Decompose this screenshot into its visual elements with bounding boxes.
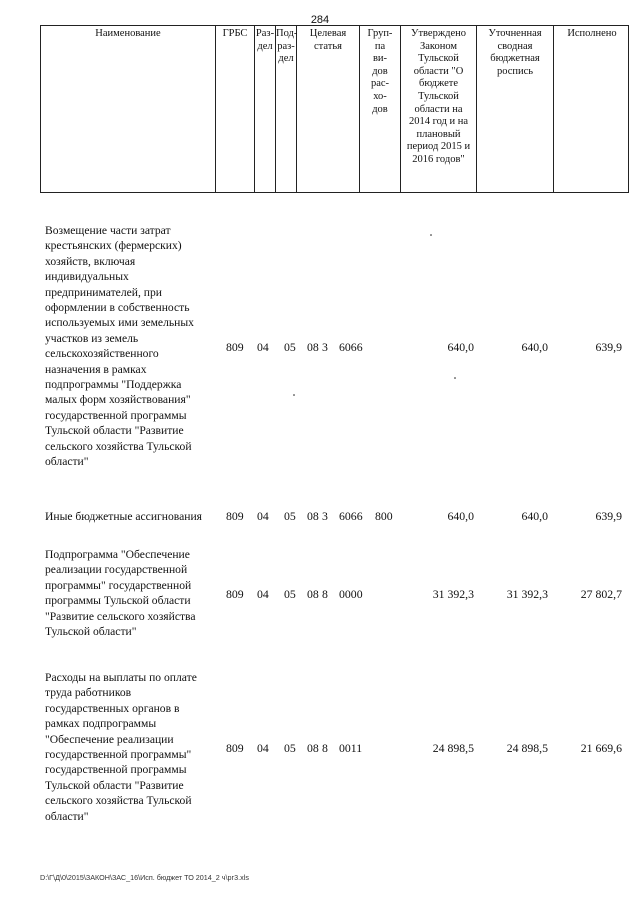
text-line: области "О: [413, 65, 464, 77]
row-celevaya-subprogram: 3: [322, 509, 328, 523]
row-razdel: 04: [257, 340, 269, 354]
header-utochnennaya-rospis: [477, 26, 554, 192]
row-ispolneno: 21 669,6: [580, 741, 622, 755]
text-line: Расходы на выплаты по оплате: [45, 671, 197, 684]
text-line: государственной программы: [45, 763, 187, 777]
text-line: дел: [257, 40, 273, 52]
scan-speck: [293, 394, 295, 396]
text-line: дов: [372, 103, 388, 115]
row-grbs: 809: [226, 741, 244, 755]
text-line: период 2015 и: [406, 141, 471, 153]
row-name: [45, 547, 221, 639]
header-razdel: [255, 26, 276, 192]
text-line: раз-: [277, 40, 295, 52]
text-line: области": [45, 809, 89, 823]
text-line: Подпрограмма "Обеспечение: [45, 548, 190, 561]
row-name: [45, 223, 221, 470]
row-ispolneno: 27 802,7: [580, 587, 622, 601]
header-celevaya-statya: [297, 26, 360, 192]
row-utverzhdeno: 640,0: [447, 509, 474, 523]
row-utochnennaya: 640,0: [521, 509, 548, 523]
text-line: сельского хозяйства Тульской: [45, 439, 192, 453]
row-gruppa: 800: [375, 509, 393, 523]
text-line: Целевая: [309, 28, 347, 39]
text-line: Возмещение части затрат: [45, 224, 171, 237]
text-line: дов: [372, 65, 388, 77]
row-grbs: 809: [226, 509, 244, 523]
row-utochnennaya: 24 898,5: [506, 741, 548, 755]
row-celevaya-subprogram: 8: [322, 587, 328, 601]
row-podrazdel: 05: [284, 587, 296, 601]
row-celevaya-direction: 6066: [339, 340, 363, 354]
scan-speck: [430, 234, 432, 236]
header-utverzhdeno: [401, 26, 477, 192]
text-line: оформлении в собственность: [45, 301, 190, 315]
row-celevaya-program: 08: [307, 741, 319, 755]
text-line: Тульской области "Развитие: [45, 424, 184, 438]
text-line: дел: [278, 53, 294, 65]
text-line: Груп-: [367, 28, 393, 39]
text-line: Тульской области": [45, 625, 137, 639]
row-ispolneno: 639,9: [595, 509, 622, 523]
row-celevaya-program: 08: [307, 587, 319, 601]
text-line: рас-: [370, 78, 390, 90]
row-utverzhdeno: 24 898,5: [432, 741, 474, 755]
text-line: государственной программы: [45, 408, 187, 422]
row-utochnennaya: 31 392,3: [506, 587, 548, 601]
text-line: Законом: [419, 40, 458, 52]
text-line: сельского хозяйства Тульской: [45, 794, 192, 808]
text-line: программы" государственной: [45, 578, 192, 592]
row-celevaya-subprogram: 3: [322, 340, 328, 354]
text-line: рамках подпрограммы: [45, 717, 157, 731]
text-line: Под-: [276, 28, 298, 39]
text-line: бюджетная: [490, 53, 540, 65]
header-name: Наименование: [41, 26, 216, 192]
text-line: Иные бюджетные ассигнования: [45, 510, 202, 523]
text-line: предпринимателей, при: [45, 285, 162, 299]
text-line: малых форм хозяйствования": [45, 393, 191, 407]
text-line: крестьянских (фермерских): [45, 239, 182, 253]
row-celevaya-program: 08: [307, 509, 319, 523]
text-line: "Обеспечение реализации: [45, 732, 174, 746]
text-line: сельскохозяйственного: [45, 347, 159, 361]
text-line: Утверждено: [411, 28, 466, 39]
text-line: государственных органов в: [45, 701, 180, 715]
text-line: хо-: [373, 90, 387, 102]
row-grbs: 809: [226, 587, 244, 601]
text-line: индивидуальных: [45, 270, 129, 284]
text-line: плановый: [416, 128, 461, 140]
text-line: па: [374, 40, 386, 52]
table-header: [40, 25, 629, 193]
row-podrazdel: 05: [284, 340, 296, 354]
text-line: ви-: [372, 53, 388, 65]
row-razdel: 04: [257, 509, 269, 523]
text-line: труда работников: [45, 686, 132, 700]
text-line: программы Тульской области: [45, 594, 191, 608]
text-line: 2014 год и на: [408, 116, 469, 128]
row-celevaya-direction: 0011: [339, 741, 363, 755]
text-line: Раз-: [255, 28, 275, 39]
header-gruppa-vidov-rashodov: [360, 26, 401, 192]
row-utverzhdeno: 31 392,3: [432, 587, 474, 601]
row-utverzhdeno: 640,0: [447, 340, 474, 354]
row-celevaya-direction: 6066: [339, 509, 363, 523]
row-name: [45, 509, 221, 524]
text-line: Тульской области "Развитие: [45, 778, 184, 792]
text-line: подпрограммы "Поддержка: [45, 378, 182, 392]
row-celevaya-subprogram: 8: [322, 741, 328, 755]
header-ispolneno: Исполнено: [567, 28, 617, 39]
file-path-footer: D:\Г\Д\0\2015\ЗАКОН\ЗАС_16\Исп. бюджет ТО 2014_2 ч\рг3.xls: [40, 873, 249, 882]
row-utochnennaya: 640,0: [521, 340, 548, 354]
text-line: статья: [314, 40, 342, 52]
text-line: "Развитие сельского хозяйства: [45, 609, 196, 623]
header-grbs: ГРБС: [216, 26, 255, 192]
text-line: 2016 годов": [412, 153, 465, 165]
text-line: назначения в рамках: [45, 362, 147, 376]
row-podrazdel: 05: [284, 741, 296, 755]
text-line: Тульской: [418, 90, 459, 102]
row-razdel: 04: [257, 741, 269, 755]
text-line: реализации государственной: [45, 563, 188, 577]
text-line: области": [45, 455, 89, 469]
text-line: Уточненная: [488, 28, 542, 39]
text-line: государственной программы": [45, 748, 192, 762]
text-line: участков из земель: [45, 331, 139, 345]
row-grbs: 809: [226, 340, 244, 354]
header-podrazdel: [276, 26, 297, 192]
page-number: 284: [310, 14, 330, 26]
scan-speck: [454, 377, 456, 379]
row-name: [45, 670, 221, 824]
text-line: бюджете: [418, 78, 459, 90]
row-celevaya-direction: 0000: [339, 587, 363, 601]
text-line: используемых ими земельных: [45, 316, 194, 330]
text-line: области на: [414, 103, 463, 115]
text-line: Тульской: [418, 53, 459, 65]
row-ispolneno: 639,9: [595, 340, 622, 354]
text-line: хозяйств, включая: [45, 254, 136, 268]
text-line: сводная: [497, 40, 533, 52]
row-razdel: 04: [257, 587, 269, 601]
text-line: роспись: [496, 65, 534, 77]
row-podrazdel: 05: [284, 509, 296, 523]
row-celevaya-program: 08: [307, 340, 319, 354]
